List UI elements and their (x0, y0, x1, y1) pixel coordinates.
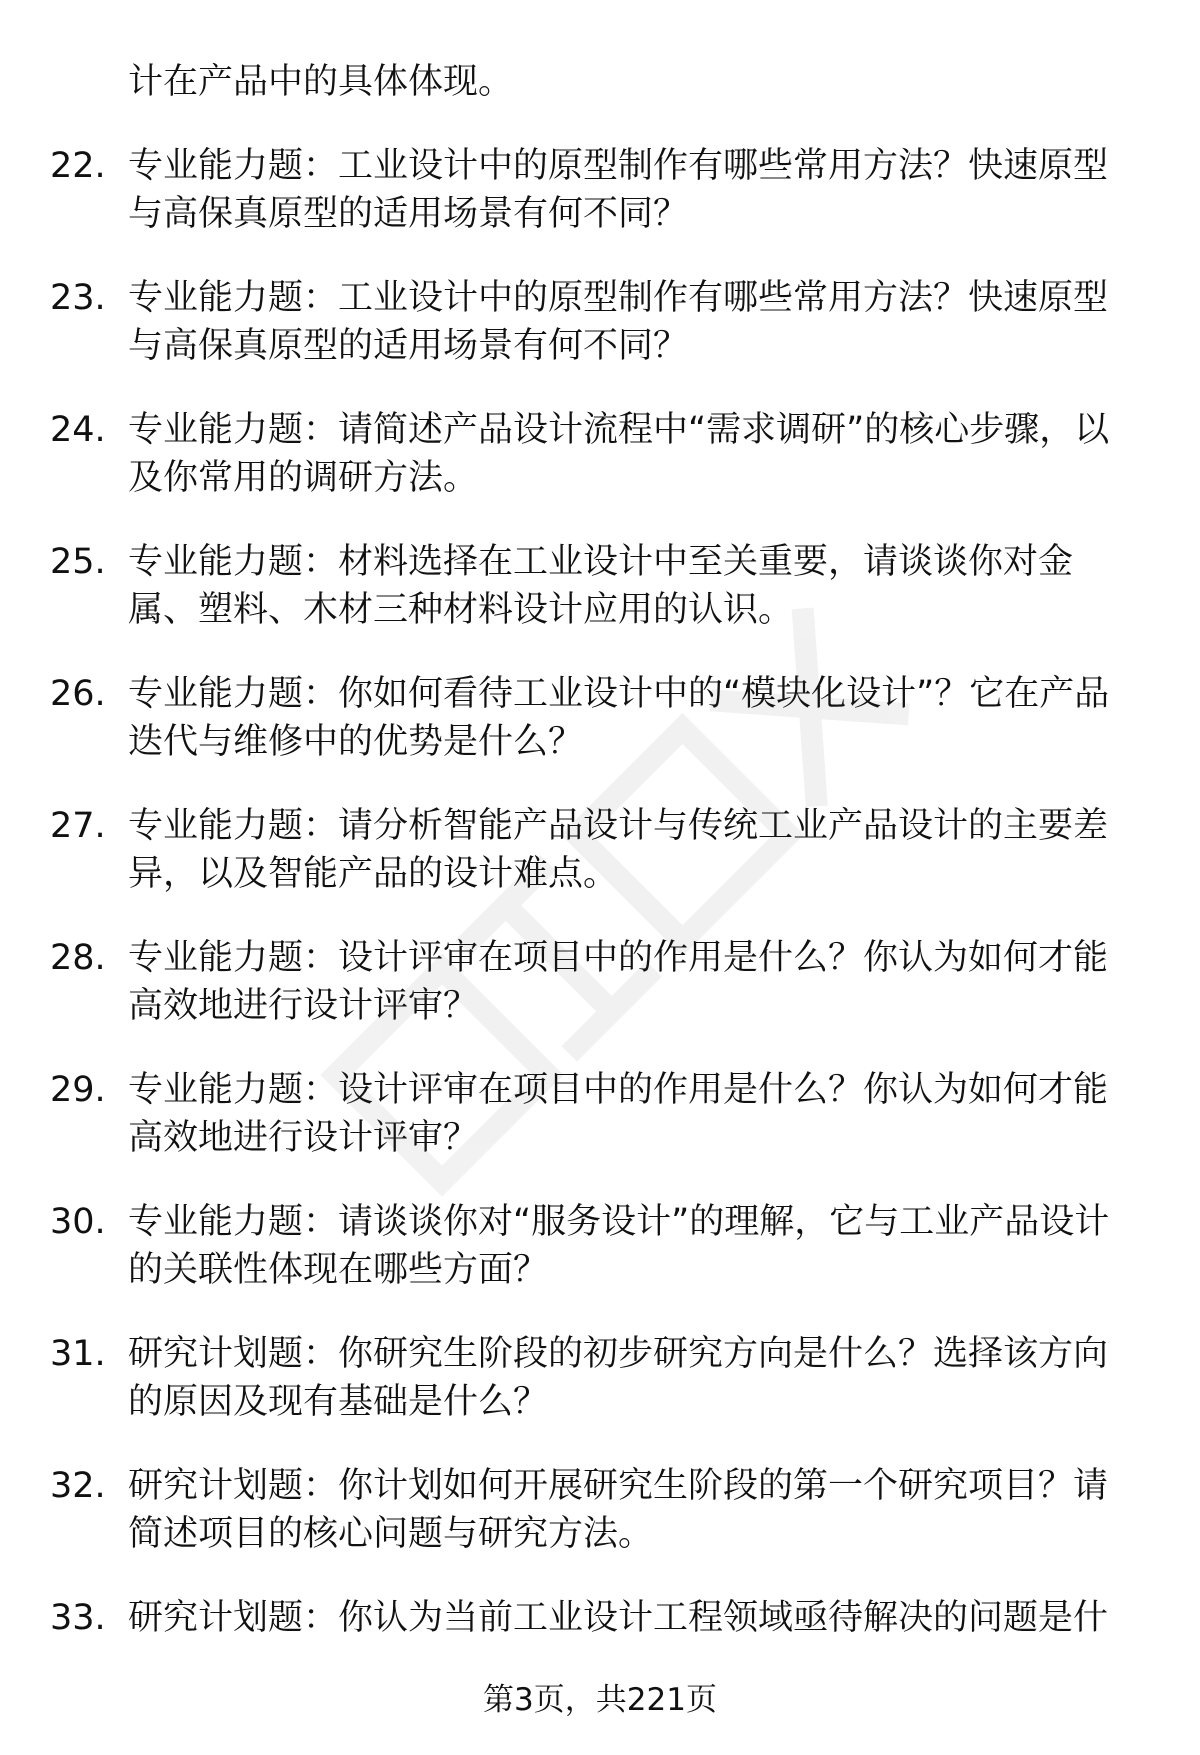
item-text: 专业能力题：请简述产品设计流程中“需求调研”的核心步骤，以及你常用的调研方法。 (128, 410, 1110, 498)
item-text: 研究计划题：你研究生阶段的初步研究方向是什么？选择该方向的原因及现有基础是什么？ (128, 1334, 1109, 1422)
list-item (0, 934, 1140, 1030)
list-item (0, 1066, 1140, 1162)
item-number: 31. (50, 1334, 106, 1374)
item-number: 29. (50, 1070, 106, 1110)
item-text: 专业能力题：请谈谈你对“服务设计”的理解，它与工业产品设计的关联性体现在哪些方面？ (128, 1202, 1110, 1290)
item-text: 专业能力题：设计评审在项目中的作用是什么？你认为如何才能高效地进行设计评审？ (128, 1070, 1109, 1158)
item-number: 28. (50, 938, 106, 978)
list-item (0, 538, 1140, 634)
list-item (0, 274, 1140, 370)
item-number: 33. (50, 1598, 106, 1638)
item-text: 专业能力题：设计评审在项目中的作用是什么？你认为如何才能高效地进行设计评审？ (128, 938, 1109, 1026)
list-item (0, 142, 1140, 238)
item-number: 27. (50, 806, 106, 846)
item-text: 研究计划题：你认为当前工业设计工程领域亟待解决的问题是什 (128, 1598, 1109, 1638)
item-number: 26. (50, 674, 106, 714)
item-text: 研究计划题：你计划如何开展研究生阶段的第一个研究项目？请简述项目的核心问题与研究方法。 (128, 1466, 1109, 1554)
item-number: 30. (50, 1202, 106, 1242)
list-item (0, 1594, 1140, 1642)
list-item (0, 1330, 1140, 1426)
page-footer: 第3页，共221页 (483, 1682, 717, 1718)
item-number: 22. (50, 146, 106, 186)
list-item (0, 1462, 1140, 1558)
item-text: 专业能力题：材料选择在工业设计中至关重要，请谈谈你对金属、塑料、木材三种材料设计应用的认识。 (128, 542, 1074, 630)
question-list (0, 142, 1200, 1678)
item-number: 32. (50, 1466, 106, 1506)
item-number: 25. (50, 542, 106, 582)
list-item (0, 670, 1140, 766)
item-number: 23. (50, 278, 106, 318)
item-text: 专业能力题：请分析智能产品设计与传统工业产品设计的主要差异，以及智能产品的设计难点。 (128, 806, 1109, 894)
item-text: 专业能力题：你如何看待工业设计中的“模块化设计”？它在产品迭代与维修中的优势是什么？ (128, 674, 1110, 762)
continuation-text: 计在产品中的具体体现。 (128, 62, 514, 102)
item-number: 24. (50, 410, 106, 450)
list-item (0, 406, 1140, 502)
list-item (0, 802, 1140, 898)
item-text: 专业能力题：工业设计中的原型制作有哪些常用方法？快速原型与高保真原型的适用场景有何不同？ (128, 146, 1109, 234)
list-item (0, 1198, 1140, 1294)
item-text: 专业能力题：工业设计中的原型制作有哪些常用方法？快速原型与高保真原型的适用场景有何不同？ (128, 278, 1109, 366)
